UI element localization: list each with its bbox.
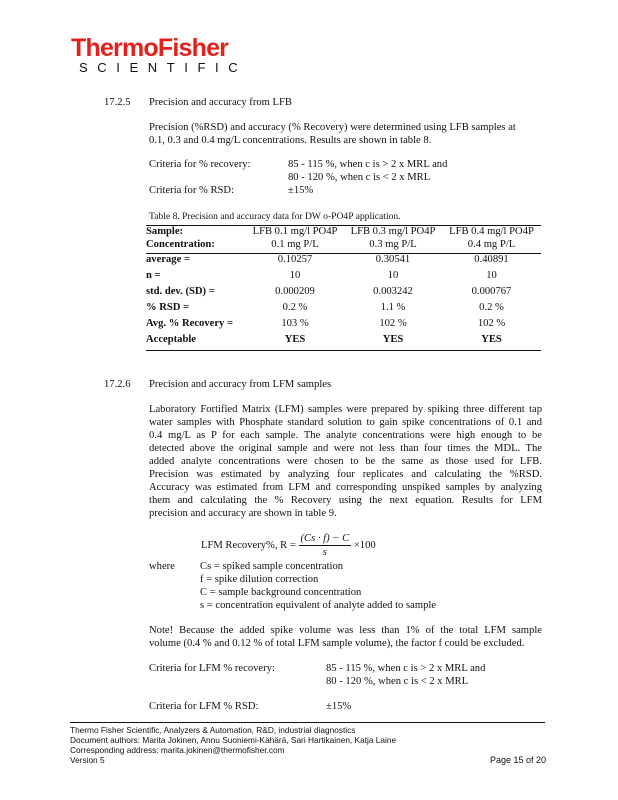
footer-version: Version 5 (70, 755, 105, 765)
header-cell: Sample: (146, 226, 246, 240)
row-label: average = (146, 254, 190, 265)
table-cell: 0.000767 (471, 286, 512, 297)
where-label: where (149, 561, 175, 572)
footer-company: Thermo Fisher Scientific, Analyzers & Automation, R&D, industrial diagnostics (70, 725, 356, 735)
table-cell: 10 (486, 270, 497, 281)
equation-fraction (299, 532, 352, 559)
section-number-1725: 17.2.5 (104, 97, 131, 108)
header-cell: LFB 0.1 mg/l PO4P (246, 226, 344, 240)
header-cell: Concentration: (146, 239, 246, 254)
table-cell: YES (442, 334, 541, 351)
table-cell: 0.2 % (282, 302, 308, 313)
table-cell: 0.40891 (474, 254, 509, 265)
table-cell: 103 % (281, 318, 309, 329)
table-caption: Table 8. Precision and accuracy data for DW o-PO4P application. (149, 211, 401, 222)
header-cell: 0.3 mg P/L (344, 239, 442, 254)
lfm-criteria-recovery-line1: 85 - 115 %, when c is > 2 x MRL and (326, 663, 486, 674)
row-label: n = (146, 270, 161, 281)
paragraph-line: them and calculating the % Recovery using the next equation. Results for LFM (149, 495, 542, 506)
footer-divider (70, 722, 545, 723)
table-cell: 10 (387, 270, 399, 281)
lfm-criteria-recovery-label: Criteria for LFM % recovery: (149, 663, 275, 674)
criteria-rsd-value: ±15% (288, 185, 314, 196)
table-cell: 10 (289, 270, 301, 281)
definition-f: f = spike dilution correction (200, 574, 319, 585)
logo-scientific: SCIENTIFIC (79, 60, 248, 75)
section-title-1726: Precision and accuracy from LFM samples (149, 379, 332, 390)
paragraph-line: water samples with Phosphate standard solution to gain spike concentrations of 0.1 and (149, 417, 542, 428)
paragraph-line: precision and accuracy are shown in table 9. (149, 508, 337, 519)
lfm-criteria-rsd-value: ±15% (326, 701, 352, 712)
paragraph-line: Precision was estimated by analyzing four replicates and calculating the %RSD. (149, 469, 542, 480)
table-header-row (146, 226, 541, 240)
lfm-criteria-recovery-line2: 80 - 120 %, when c is < 2 x MRL (326, 676, 469, 687)
recovery-equation (201, 532, 376, 559)
equation-denominator: s (322, 547, 327, 558)
paragraph-line: detected above the original sample and were not less than four times the MDL. The (149, 443, 542, 454)
footer-address: Corresponding address: marita.jokinen@thermofisher.com (70, 745, 285, 755)
logo-thermofisher: ThermoFisher (71, 34, 229, 62)
header-cell: 0.4 mg P/L (442, 239, 541, 254)
row-label: std. dev. (SD) = (146, 286, 215, 297)
table-cell: YES (344, 334, 442, 351)
row-label: % RSD = (146, 302, 190, 313)
definition-s: s = concentration equivalent of analyte added to sample (200, 600, 437, 611)
table-cell: 0.2 % (479, 302, 504, 313)
table-row (146, 270, 541, 286)
row-label: Avg. % Recovery = (146, 318, 234, 329)
table-cell: 0.003242 (373, 286, 413, 297)
table-cell: 0.10257 (277, 254, 313, 265)
criteria-recovery-label: Criteria for % recovery: (149, 159, 251, 170)
header-cell: LFB 0.3 mg/l PO4P (344, 226, 442, 240)
header-cell: LFB 0.4 mg/l PO4P (442, 226, 541, 240)
criteria-recovery-line1: 85 - 115 %, when c is > 2 x MRL and (288, 159, 448, 170)
lfm-criteria-rsd-label: Criteria for LFM % RSD: (149, 701, 259, 712)
definition-c: C = sample background concentration (200, 587, 362, 598)
table-cell: YES (246, 334, 344, 351)
note-line-1: Note! Because the added spike volume was less than 1% of the total LFM sample (149, 625, 542, 636)
criteria-rsd-label: Criteria for % RSD: (149, 185, 235, 196)
paragraph-line: Accuracy was estimated from LFM and corresponding unspiked samples by analyzing (149, 482, 542, 493)
header-cell: 0.1 mg P/L (246, 239, 344, 254)
table-cell: 1.1 % (380, 302, 406, 313)
paragraph-line: 0.4 mg/L as P for each sample. The analyte concentrations were high enough to be (149, 430, 542, 441)
table-cell: 0.30541 (375, 254, 411, 265)
definition-cs: Cs = spiked sample concentration (200, 561, 344, 572)
criteria-recovery-line2: 80 - 120 %, when c is < 2 x MRL (288, 172, 431, 183)
table-row (146, 334, 541, 351)
precision-table (146, 225, 541, 351)
paragraph-line: Laboratory Fortified Matrix (LFM) samples were prepared by spiking three different tap (149, 404, 542, 415)
table-row (146, 318, 541, 334)
footer-authors: Document authors: Marita Jokinen, Annu Suoniemi-Kähärä, Sari Hartikainen, Katja Laine (70, 735, 397, 745)
intro-line-1: Precision (%RSD) and accuracy (% Recovery) were determined using LFB samples at (149, 122, 516, 133)
table-cell: 102 % (477, 318, 506, 329)
table-row (146, 286, 541, 302)
footer-page-number: Page 15 of 20 (489, 755, 546, 765)
intro-line-2: 0.1, 0.3 and 0.4 mg/L concentrations. Results are shown in table 8. (149, 135, 432, 146)
table-cell: 0.000209 (275, 286, 315, 297)
table-row (146, 254, 541, 271)
section-number-1726: 17.2.6 (104, 379, 131, 390)
equation-numerator: (Cs · f) − C (300, 533, 350, 544)
equation-suffix: ×100 (353, 539, 376, 551)
paragraph-line: added analyte concentrations were chosen to be the same as those used for LFB. (149, 456, 542, 467)
table-row (146, 302, 541, 318)
note-line-2: volume (0.4 % and 0.12 % of total LFM sample volume), the factor f could be excluded. (149, 638, 525, 649)
equation-prefix: LFM Recovery%, R = (201, 539, 296, 551)
table-header-row (146, 239, 541, 254)
section-title-1725: Precision and accuracy from LFB (149, 97, 292, 108)
row-label: Acceptable (146, 334, 246, 351)
table-cell: 102 % (379, 318, 407, 329)
lfm-paragraph (149, 403, 542, 520)
